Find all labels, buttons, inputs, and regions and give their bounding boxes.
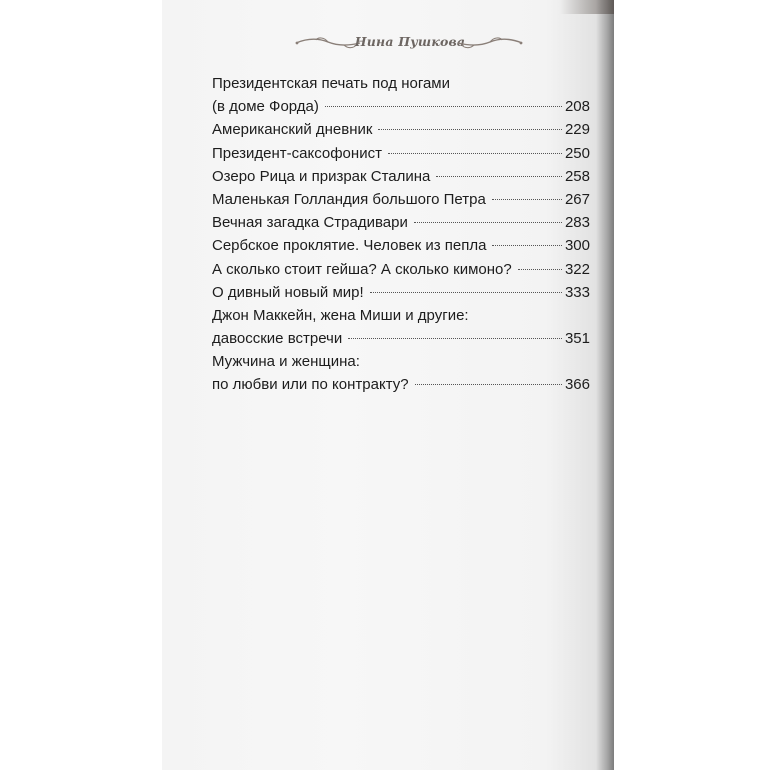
toc-entry-title: Джон Маккейн, жена Миши и другие: <box>212 306 469 324</box>
toc-entry <box>212 327 590 350</box>
toc-entry <box>212 188 590 211</box>
dot-leader <box>436 176 562 177</box>
toc-entry-title: Вечная загадка Страдивари <box>212 214 408 232</box>
top-corner-shadow <box>560 0 614 14</box>
toc-page-number: 333 <box>564 283 590 301</box>
page-edge-shadow <box>596 0 614 770</box>
dot-leader <box>325 106 562 107</box>
toc-page-number: 229 <box>564 121 590 139</box>
dot-leader <box>492 199 562 200</box>
running-header <box>260 30 560 58</box>
toc-page-number: 366 <box>564 376 590 394</box>
toc-entry <box>212 258 590 281</box>
dot-leader <box>348 338 562 339</box>
toc-entry <box>212 165 590 188</box>
toc-page-number: 351 <box>564 330 590 348</box>
dot-leader <box>415 384 562 385</box>
toc-entry <box>212 142 590 165</box>
table-of-contents <box>212 72 590 397</box>
toc-entry-title: Президент-саксофонист <box>212 144 382 162</box>
dot-leader <box>414 222 562 223</box>
toc-entry-title: (в доме Форда) <box>212 98 319 116</box>
dot-leader <box>378 129 562 130</box>
toc-entry-title: по любви или по контракту? <box>212 376 409 394</box>
toc-entry <box>212 373 590 396</box>
toc-page-number: 208 <box>564 98 590 116</box>
toc-entry-title: Президентская печать под ногами <box>212 75 451 92</box>
dot-leader <box>370 292 562 293</box>
toc-page-number: 322 <box>564 260 590 278</box>
toc-entry-line <box>212 350 590 373</box>
toc-page-number: 300 <box>564 237 590 255</box>
toc-entry <box>212 281 590 304</box>
toc-entry-title: О дивный новый мир! <box>212 283 364 301</box>
toc-entry <box>212 211 590 234</box>
toc-page-number: 267 <box>564 190 590 208</box>
dot-leader <box>492 245 562 246</box>
toc-page-number: 283 <box>564 214 590 232</box>
flourish-ornament-right-icon <box>452 36 524 50</box>
toc-entry-title: Озеро Рица и призрак Сталина <box>212 167 431 185</box>
author-name: Нина Пушкова <box>354 34 466 49</box>
toc-entry <box>212 234 590 257</box>
toc-entry-title: Мужчина и женщина: <box>212 353 360 371</box>
dot-leader <box>518 269 562 270</box>
dot-leader <box>388 153 562 154</box>
toc-entry <box>212 118 590 141</box>
toc-entry-title: Маленькая Голландия большого Петра <box>212 190 486 208</box>
toc-page-number: 258 <box>564 167 590 185</box>
toc-entry-title: Сербское проклятие. Человек из пепла <box>212 237 487 255</box>
toc-entry-title: давосские встречи <box>212 330 343 348</box>
toc-entry-line <box>212 72 590 95</box>
toc-entry-line <box>212 304 590 327</box>
toc-entry-title: Американский дневник <box>212 121 373 139</box>
toc-entry-title: А сколько стоит гейша? А сколько кимоно? <box>212 260 512 278</box>
toc-page-number: 250 <box>564 144 590 162</box>
toc-entry <box>212 95 590 118</box>
